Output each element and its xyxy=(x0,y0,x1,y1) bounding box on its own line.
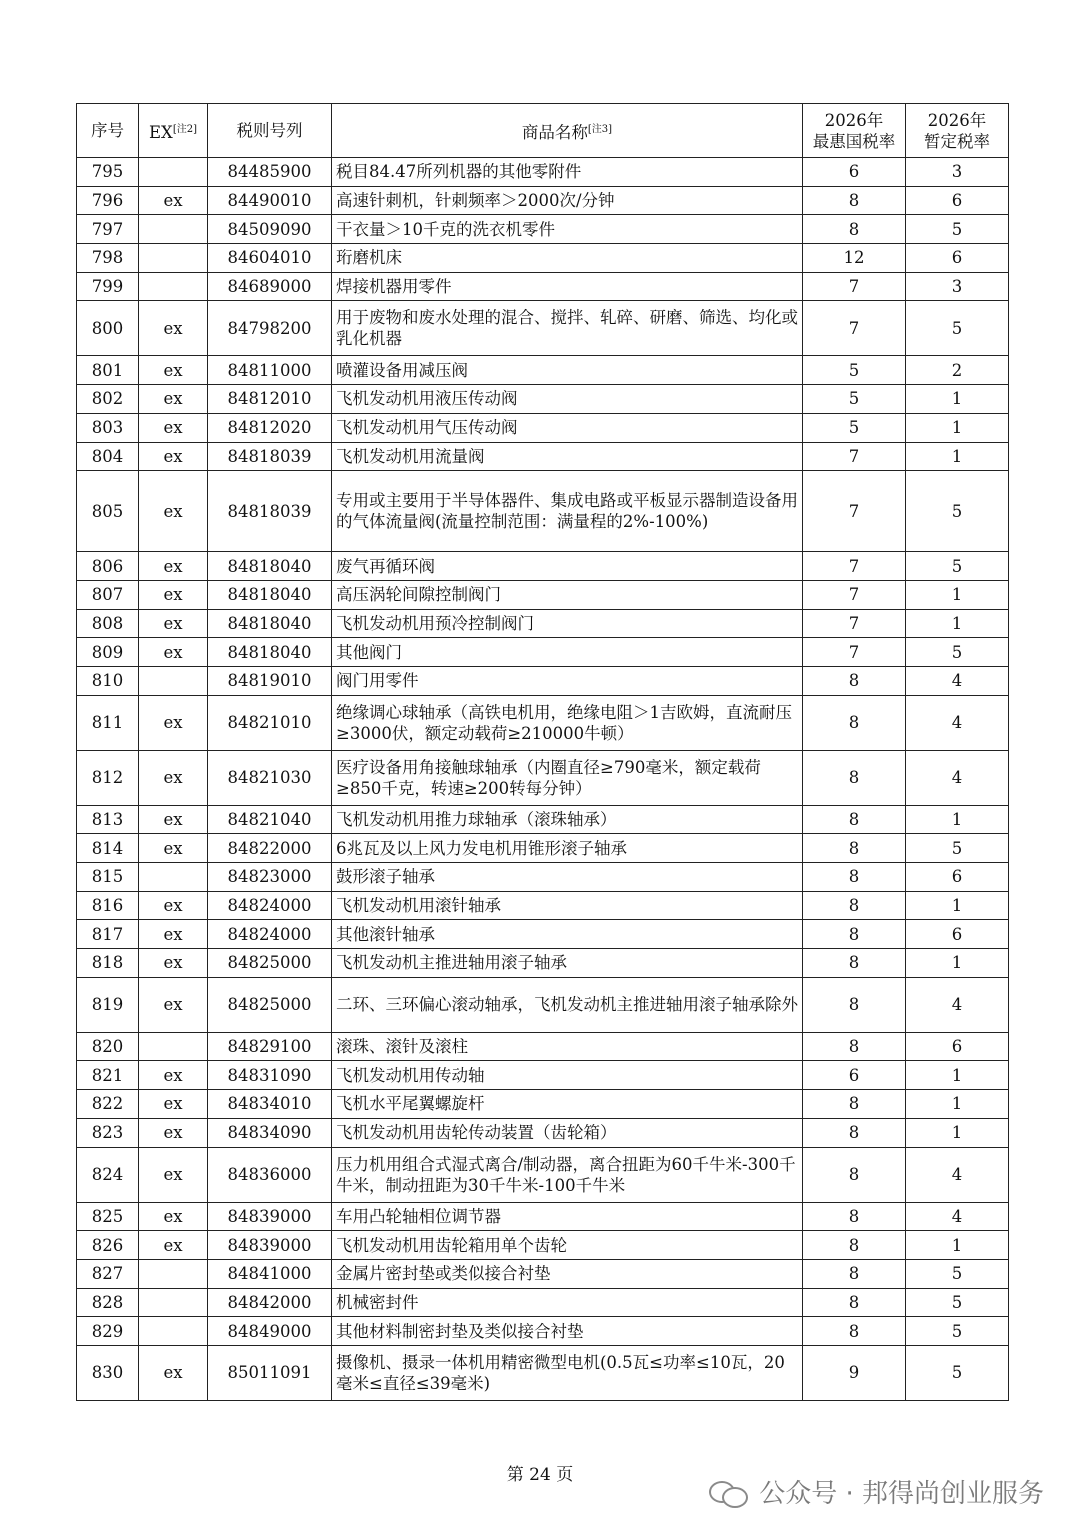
cell-mfn-rate: 8 xyxy=(803,834,906,863)
cell-seq: 804 xyxy=(77,442,139,471)
cell-name: 飞机发动机用气压传动阀 xyxy=(332,413,803,442)
cell-provisional-rate: 1 xyxy=(906,580,1009,609)
cell-provisional-rate: 1 xyxy=(906,1090,1009,1119)
cell-code: 84811000 xyxy=(208,356,332,385)
header-provisional-rate: 2026年 暂定税率 xyxy=(906,104,1009,158)
cell-seq: 824 xyxy=(77,1147,139,1202)
cell-ex: ex xyxy=(139,580,208,609)
cell-mfn-rate: 7 xyxy=(803,580,906,609)
cell-code: 84798200 xyxy=(208,301,332,356)
cell-mfn-rate: 8 xyxy=(803,695,906,750)
cell-name: 飞机水平尾翼螺旋杆 xyxy=(332,1090,803,1119)
cell-provisional-rate: 6 xyxy=(906,920,1009,949)
cell-mfn-rate: 8 xyxy=(803,863,906,892)
cell-name: 飞机发动机用流量阀 xyxy=(332,442,803,471)
table-row xyxy=(77,215,1009,244)
cell-ex: ex xyxy=(139,1061,208,1090)
cell-mfn-rate: 7 xyxy=(803,638,906,667)
table-row xyxy=(77,1259,1009,1288)
cell-name: 其他滚针轴承 xyxy=(332,920,803,949)
cell-code: 84819010 xyxy=(208,666,332,695)
cell-name: 医疗设备用角接触球轴承（内圈直径≥790毫米，额定载荷≥850千克，转速≥200转每分钟） xyxy=(332,750,803,805)
cell-mfn-rate: 6 xyxy=(803,158,906,187)
cell-ex: ex xyxy=(139,695,208,750)
cell-name: 飞机发动机主推进轴用滚子轴承 xyxy=(332,949,803,978)
cell-provisional-rate: 1 xyxy=(906,891,1009,920)
cell-seq: 805 xyxy=(77,471,139,552)
cell-provisional-rate: 4 xyxy=(906,1147,1009,1202)
cell-seq: 814 xyxy=(77,834,139,863)
cell-ex xyxy=(139,158,208,187)
cell-mfn-rate: 7 xyxy=(803,442,906,471)
cell-mfn-rate: 8 xyxy=(803,1032,906,1061)
watermark-text: 公众号 · 邦得尚创业服务 xyxy=(759,1479,1044,1509)
table-row xyxy=(77,1090,1009,1119)
cell-seq: 822 xyxy=(77,1090,139,1119)
cell-code: 84834010 xyxy=(208,1090,332,1119)
cell-provisional-rate: 4 xyxy=(906,666,1009,695)
cell-name: 金属片密封垫或类似接合衬垫 xyxy=(332,1259,803,1288)
cell-code: 84509090 xyxy=(208,215,332,244)
cell-provisional-rate: 6 xyxy=(906,244,1009,273)
table-body xyxy=(77,158,1009,1401)
cell-seq: 813 xyxy=(77,805,139,834)
table-row xyxy=(77,695,1009,750)
cell-code: 84822000 xyxy=(208,834,332,863)
cell-name: 压力机用组合式湿式离合/制动器，离合扭距为60千牛米-300千牛米，制动扭距为30千牛米-100千牛米 xyxy=(332,1147,803,1202)
cell-code: 84821040 xyxy=(208,805,332,834)
cell-seq: 796 xyxy=(77,186,139,215)
table-row xyxy=(77,834,1009,863)
cell-ex: ex xyxy=(139,805,208,834)
cell-provisional-rate: 5 xyxy=(906,638,1009,667)
cell-provisional-rate: 1 xyxy=(906,949,1009,978)
cell-seq: 795 xyxy=(77,158,139,187)
header-mfn-rate: 2026年 最惠国税率 xyxy=(803,104,906,158)
cell-ex: ex xyxy=(139,471,208,552)
table-row xyxy=(77,863,1009,892)
table-row xyxy=(77,301,1009,356)
cell-seq: 817 xyxy=(77,920,139,949)
table-row xyxy=(77,977,1009,1032)
cell-seq: 811 xyxy=(77,695,139,750)
cell-name: 其他阀门 xyxy=(332,638,803,667)
cell-code: 84824000 xyxy=(208,920,332,949)
table-row xyxy=(77,442,1009,471)
cell-seq: 816 xyxy=(77,891,139,920)
cell-name: 飞机发动机用推力球轴承（滚珠轴承） xyxy=(332,805,803,834)
header-code: 税则号列 xyxy=(208,104,332,158)
cell-provisional-rate: 4 xyxy=(906,1202,1009,1231)
cell-code: 84818040 xyxy=(208,609,332,638)
table-row xyxy=(77,750,1009,805)
table-row xyxy=(77,666,1009,695)
cell-ex: ex xyxy=(139,1202,208,1231)
header-name: 商品名称[注3] xyxy=(332,104,803,158)
cell-ex xyxy=(139,1032,208,1061)
cell-ex: ex xyxy=(139,1118,208,1147)
cell-provisional-rate: 6 xyxy=(906,1032,1009,1061)
cell-code: 84834090 xyxy=(208,1118,332,1147)
cell-mfn-rate: 8 xyxy=(803,1231,906,1260)
cell-seq: 802 xyxy=(77,385,139,414)
header-ex-note: [注2] xyxy=(172,123,197,135)
cell-provisional-rate: 1 xyxy=(906,1118,1009,1147)
cell-seq: 806 xyxy=(77,552,139,581)
cell-ex xyxy=(139,666,208,695)
cell-mfn-rate: 9 xyxy=(803,1345,906,1400)
cell-name: 焊接机器用零件 xyxy=(332,272,803,301)
cell-name: 飞机发动机用齿轮传动装置（齿轮箱） xyxy=(332,1118,803,1147)
cell-mfn-rate: 7 xyxy=(803,301,906,356)
cell-seq: 821 xyxy=(77,1061,139,1090)
cell-ex xyxy=(139,1317,208,1346)
cell-mfn-rate: 8 xyxy=(803,1090,906,1119)
table-row xyxy=(77,158,1009,187)
cell-provisional-rate: 2 xyxy=(906,356,1009,385)
cell-ex: ex xyxy=(139,186,208,215)
table-row xyxy=(77,1345,1009,1400)
cell-provisional-rate: 1 xyxy=(906,1061,1009,1090)
cell-code: 84825000 xyxy=(208,949,332,978)
cell-name: 二环、三环偏心滚动轴承，飞机发动机主推进轴用滚子轴承除外 xyxy=(332,977,803,1032)
cell-provisional-rate: 1 xyxy=(906,385,1009,414)
cell-code: 84490010 xyxy=(208,186,332,215)
cell-seq: 827 xyxy=(77,1259,139,1288)
cell-name: 阀门用零件 xyxy=(332,666,803,695)
cell-provisional-rate: 3 xyxy=(906,158,1009,187)
cell-code: 84818039 xyxy=(208,471,332,552)
cell-code: 84839000 xyxy=(208,1231,332,1260)
cell-mfn-rate: 8 xyxy=(803,215,906,244)
cell-name: 高压涡轮间隙控制阀门 xyxy=(332,580,803,609)
cell-name: 用于废物和废水处理的混合、搅拌、轧碎、研磨、筛选、均化或乳化机器 xyxy=(332,301,803,356)
table-row xyxy=(77,1317,1009,1346)
cell-code: 84824000 xyxy=(208,891,332,920)
cell-name: 珩磨机床 xyxy=(332,244,803,273)
cell-code: 84821010 xyxy=(208,695,332,750)
cell-ex: ex xyxy=(139,385,208,414)
cell-ex: ex xyxy=(139,356,208,385)
cell-code: 84485900 xyxy=(208,158,332,187)
cell-seq: 830 xyxy=(77,1345,139,1400)
cell-seq: 815 xyxy=(77,863,139,892)
cell-code: 84841000 xyxy=(208,1259,332,1288)
table-row xyxy=(77,1288,1009,1317)
cell-ex: ex xyxy=(139,301,208,356)
cell-code: 84604010 xyxy=(208,244,332,273)
table-row xyxy=(77,385,1009,414)
cell-mfn-rate: 8 xyxy=(803,750,906,805)
cell-provisional-rate: 4 xyxy=(906,977,1009,1032)
cell-code: 84821030 xyxy=(208,750,332,805)
cell-seq: 798 xyxy=(77,244,139,273)
header-name-note: [注3] xyxy=(587,123,613,135)
cell-seq: 829 xyxy=(77,1317,139,1346)
cell-seq: 809 xyxy=(77,638,139,667)
cell-ex: ex xyxy=(139,552,208,581)
header-seq: 序号 xyxy=(77,104,139,158)
cell-name: 飞机发动机用齿轮箱用单个齿轮 xyxy=(332,1231,803,1260)
cell-code: 84839000 xyxy=(208,1202,332,1231)
cell-seq: 808 xyxy=(77,609,139,638)
cell-name: 其他材料制密封垫及类似接合衬垫 xyxy=(332,1317,803,1346)
cell-seq: 797 xyxy=(77,215,139,244)
cell-code: 84818040 xyxy=(208,638,332,667)
cell-ex: ex xyxy=(139,949,208,978)
cell-provisional-rate: 5 xyxy=(906,1345,1009,1400)
table-row xyxy=(77,413,1009,442)
cell-ex: ex xyxy=(139,442,208,471)
cell-name: 飞机发动机用传动轴 xyxy=(332,1061,803,1090)
cell-ex: ex xyxy=(139,891,208,920)
table-row xyxy=(77,805,1009,834)
cell-mfn-rate: 8 xyxy=(803,1147,906,1202)
cell-seq: 803 xyxy=(77,413,139,442)
cell-ex xyxy=(139,272,208,301)
cell-name: 摄像机、摄录一体机用精密微型电机(0.5瓦≤功率≤10瓦，20毫米≤直径≤39毫米) xyxy=(332,1345,803,1400)
cell-provisional-rate: 6 xyxy=(906,186,1009,215)
cell-ex xyxy=(139,863,208,892)
cell-name: 废气再循环阀 xyxy=(332,552,803,581)
cell-mfn-rate: 8 xyxy=(803,666,906,695)
cell-provisional-rate: 5 xyxy=(906,552,1009,581)
cell-name: 高速针刺机，针刺频率＞2000次/分钟 xyxy=(332,186,803,215)
cell-name: 飞机发动机用滚针轴承 xyxy=(332,891,803,920)
cell-provisional-rate: 1 xyxy=(906,805,1009,834)
cell-ex: ex xyxy=(139,920,208,949)
cell-name: 鼓形滚子轴承 xyxy=(332,863,803,892)
cell-ex xyxy=(139,1288,208,1317)
cell-name: 专用或主要用于半导体器件、集成电路或平板显示器制造设备用的气体流量阀(流量控制范围：满量程的2%-100%) xyxy=(332,471,803,552)
cell-provisional-rate: 1 xyxy=(906,1231,1009,1260)
cell-seq: 823 xyxy=(77,1118,139,1147)
watermark xyxy=(709,1473,1044,1510)
cell-ex: ex xyxy=(139,413,208,442)
cell-mfn-rate: 8 xyxy=(803,1202,906,1231)
cell-name: 喷灌设备用减压阀 xyxy=(332,356,803,385)
table-row xyxy=(77,949,1009,978)
table-row xyxy=(77,920,1009,949)
cell-ex xyxy=(139,215,208,244)
cell-mfn-rate: 7 xyxy=(803,471,906,552)
cell-code: 84818039 xyxy=(208,442,332,471)
cell-code: 84812020 xyxy=(208,413,332,442)
table-row xyxy=(77,272,1009,301)
cell-name: 滚珠、滚针及滚柱 xyxy=(332,1032,803,1061)
cell-code: 84689000 xyxy=(208,272,332,301)
cell-seq: 818 xyxy=(77,949,139,978)
cell-code: 85011091 xyxy=(208,1345,332,1400)
table-row xyxy=(77,580,1009,609)
cell-mfn-rate: 5 xyxy=(803,413,906,442)
cell-seq: 807 xyxy=(77,580,139,609)
cell-code: 84812010 xyxy=(208,385,332,414)
cell-provisional-rate: 5 xyxy=(906,471,1009,552)
tariff-table xyxy=(76,103,1009,1401)
table-row xyxy=(77,1202,1009,1231)
cell-provisional-rate: 3 xyxy=(906,272,1009,301)
cell-seq: 825 xyxy=(77,1202,139,1231)
cell-seq: 819 xyxy=(77,977,139,1032)
cell-mfn-rate: 12 xyxy=(803,244,906,273)
cell-mfn-rate: 8 xyxy=(803,805,906,834)
cell-name: 车用凸轮轴相位调节器 xyxy=(332,1202,803,1231)
cell-name: 飞机发动机用液压传动阀 xyxy=(332,385,803,414)
cell-mfn-rate: 8 xyxy=(803,1288,906,1317)
cell-mfn-rate: 8 xyxy=(803,920,906,949)
table-row xyxy=(77,1032,1009,1061)
cell-name: 机械密封件 xyxy=(332,1288,803,1317)
cell-ex: ex xyxy=(139,834,208,863)
table-row xyxy=(77,638,1009,667)
cell-mfn-rate: 8 xyxy=(803,1259,906,1288)
header-ex: EX[注2] xyxy=(139,104,208,158)
wechat-icon xyxy=(709,1477,749,1507)
cell-ex: ex xyxy=(139,750,208,805)
table-row xyxy=(77,609,1009,638)
table-row xyxy=(77,1231,1009,1260)
cell-provisional-rate: 1 xyxy=(906,442,1009,471)
cell-code: 84823000 xyxy=(208,863,332,892)
cell-seq: 800 xyxy=(77,301,139,356)
cell-mfn-rate: 5 xyxy=(803,385,906,414)
cell-provisional-rate: 5 xyxy=(906,1288,1009,1317)
cell-provisional-rate: 5 xyxy=(906,301,1009,356)
cell-mfn-rate: 5 xyxy=(803,356,906,385)
cell-code: 84825000 xyxy=(208,977,332,1032)
cell-ex: ex xyxy=(139,977,208,1032)
cell-ex: ex xyxy=(139,1231,208,1260)
cell-ex: ex xyxy=(139,609,208,638)
table-row xyxy=(77,1061,1009,1090)
cell-seq: 801 xyxy=(77,356,139,385)
table-row xyxy=(77,1147,1009,1202)
cell-seq: 810 xyxy=(77,666,139,695)
cell-mfn-rate: 7 xyxy=(803,552,906,581)
cell-mfn-rate: 7 xyxy=(803,272,906,301)
cell-name: 税目84.47所列机器的其他零附件 xyxy=(332,158,803,187)
cell-mfn-rate: 8 xyxy=(803,1317,906,1346)
cell-name: 绝缘调心球轴承（高铁电机用，绝缘电阻＞1吉欧姆，直流耐压≥3000伏，额定动载荷≥210000牛顿） xyxy=(332,695,803,750)
cell-code: 84836000 xyxy=(208,1147,332,1202)
cell-code: 84849000 xyxy=(208,1317,332,1346)
cell-code: 84831090 xyxy=(208,1061,332,1090)
cell-provisional-rate: 4 xyxy=(906,750,1009,805)
cell-ex: ex xyxy=(139,1345,208,1400)
cell-ex: ex xyxy=(139,1147,208,1202)
cell-mfn-rate: 7 xyxy=(803,609,906,638)
cell-code: 84842000 xyxy=(208,1288,332,1317)
cell-mfn-rate: 8 xyxy=(803,891,906,920)
cell-provisional-rate: 5 xyxy=(906,1259,1009,1288)
cell-code: 84829100 xyxy=(208,1032,332,1061)
cell-provisional-rate: 6 xyxy=(906,863,1009,892)
cell-code: 84818040 xyxy=(208,552,332,581)
cell-ex: ex xyxy=(139,638,208,667)
table-row xyxy=(77,186,1009,215)
cell-provisional-rate: 1 xyxy=(906,413,1009,442)
cell-provisional-rate: 4 xyxy=(906,695,1009,750)
page-number: 第 24 页 xyxy=(506,1465,574,1485)
cell-ex xyxy=(139,1259,208,1288)
cell-seq: 826 xyxy=(77,1231,139,1260)
table-row xyxy=(77,552,1009,581)
table-row xyxy=(77,471,1009,552)
cell-provisional-rate: 5 xyxy=(906,834,1009,863)
cell-ex: ex xyxy=(139,1090,208,1119)
cell-mfn-rate: 6 xyxy=(803,1061,906,1090)
cell-ex xyxy=(139,244,208,273)
cell-seq: 799 xyxy=(77,272,139,301)
cell-mfn-rate: 8 xyxy=(803,949,906,978)
cell-name: 飞机发动机用预冷控制阀门 xyxy=(332,609,803,638)
cell-provisional-rate: 5 xyxy=(906,215,1009,244)
cell-name: 干衣量＞10千克的洗衣机零件 xyxy=(332,215,803,244)
table-header-row xyxy=(77,104,1009,158)
cell-code: 84818040 xyxy=(208,580,332,609)
cell-seq: 820 xyxy=(77,1032,139,1061)
cell-mfn-rate: 8 xyxy=(803,1118,906,1147)
table-row xyxy=(77,891,1009,920)
cell-provisional-rate: 1 xyxy=(906,609,1009,638)
cell-mfn-rate: 8 xyxy=(803,977,906,1032)
cell-name: 6兆瓦及以上风力发电机用锥形滚子轴承 xyxy=(332,834,803,863)
cell-seq: 828 xyxy=(77,1288,139,1317)
table-row xyxy=(77,244,1009,273)
table-row xyxy=(77,356,1009,385)
cell-provisional-rate: 5 xyxy=(906,1317,1009,1346)
cell-mfn-rate: 8 xyxy=(803,186,906,215)
table-row xyxy=(77,1118,1009,1147)
cell-seq: 812 xyxy=(77,750,139,805)
